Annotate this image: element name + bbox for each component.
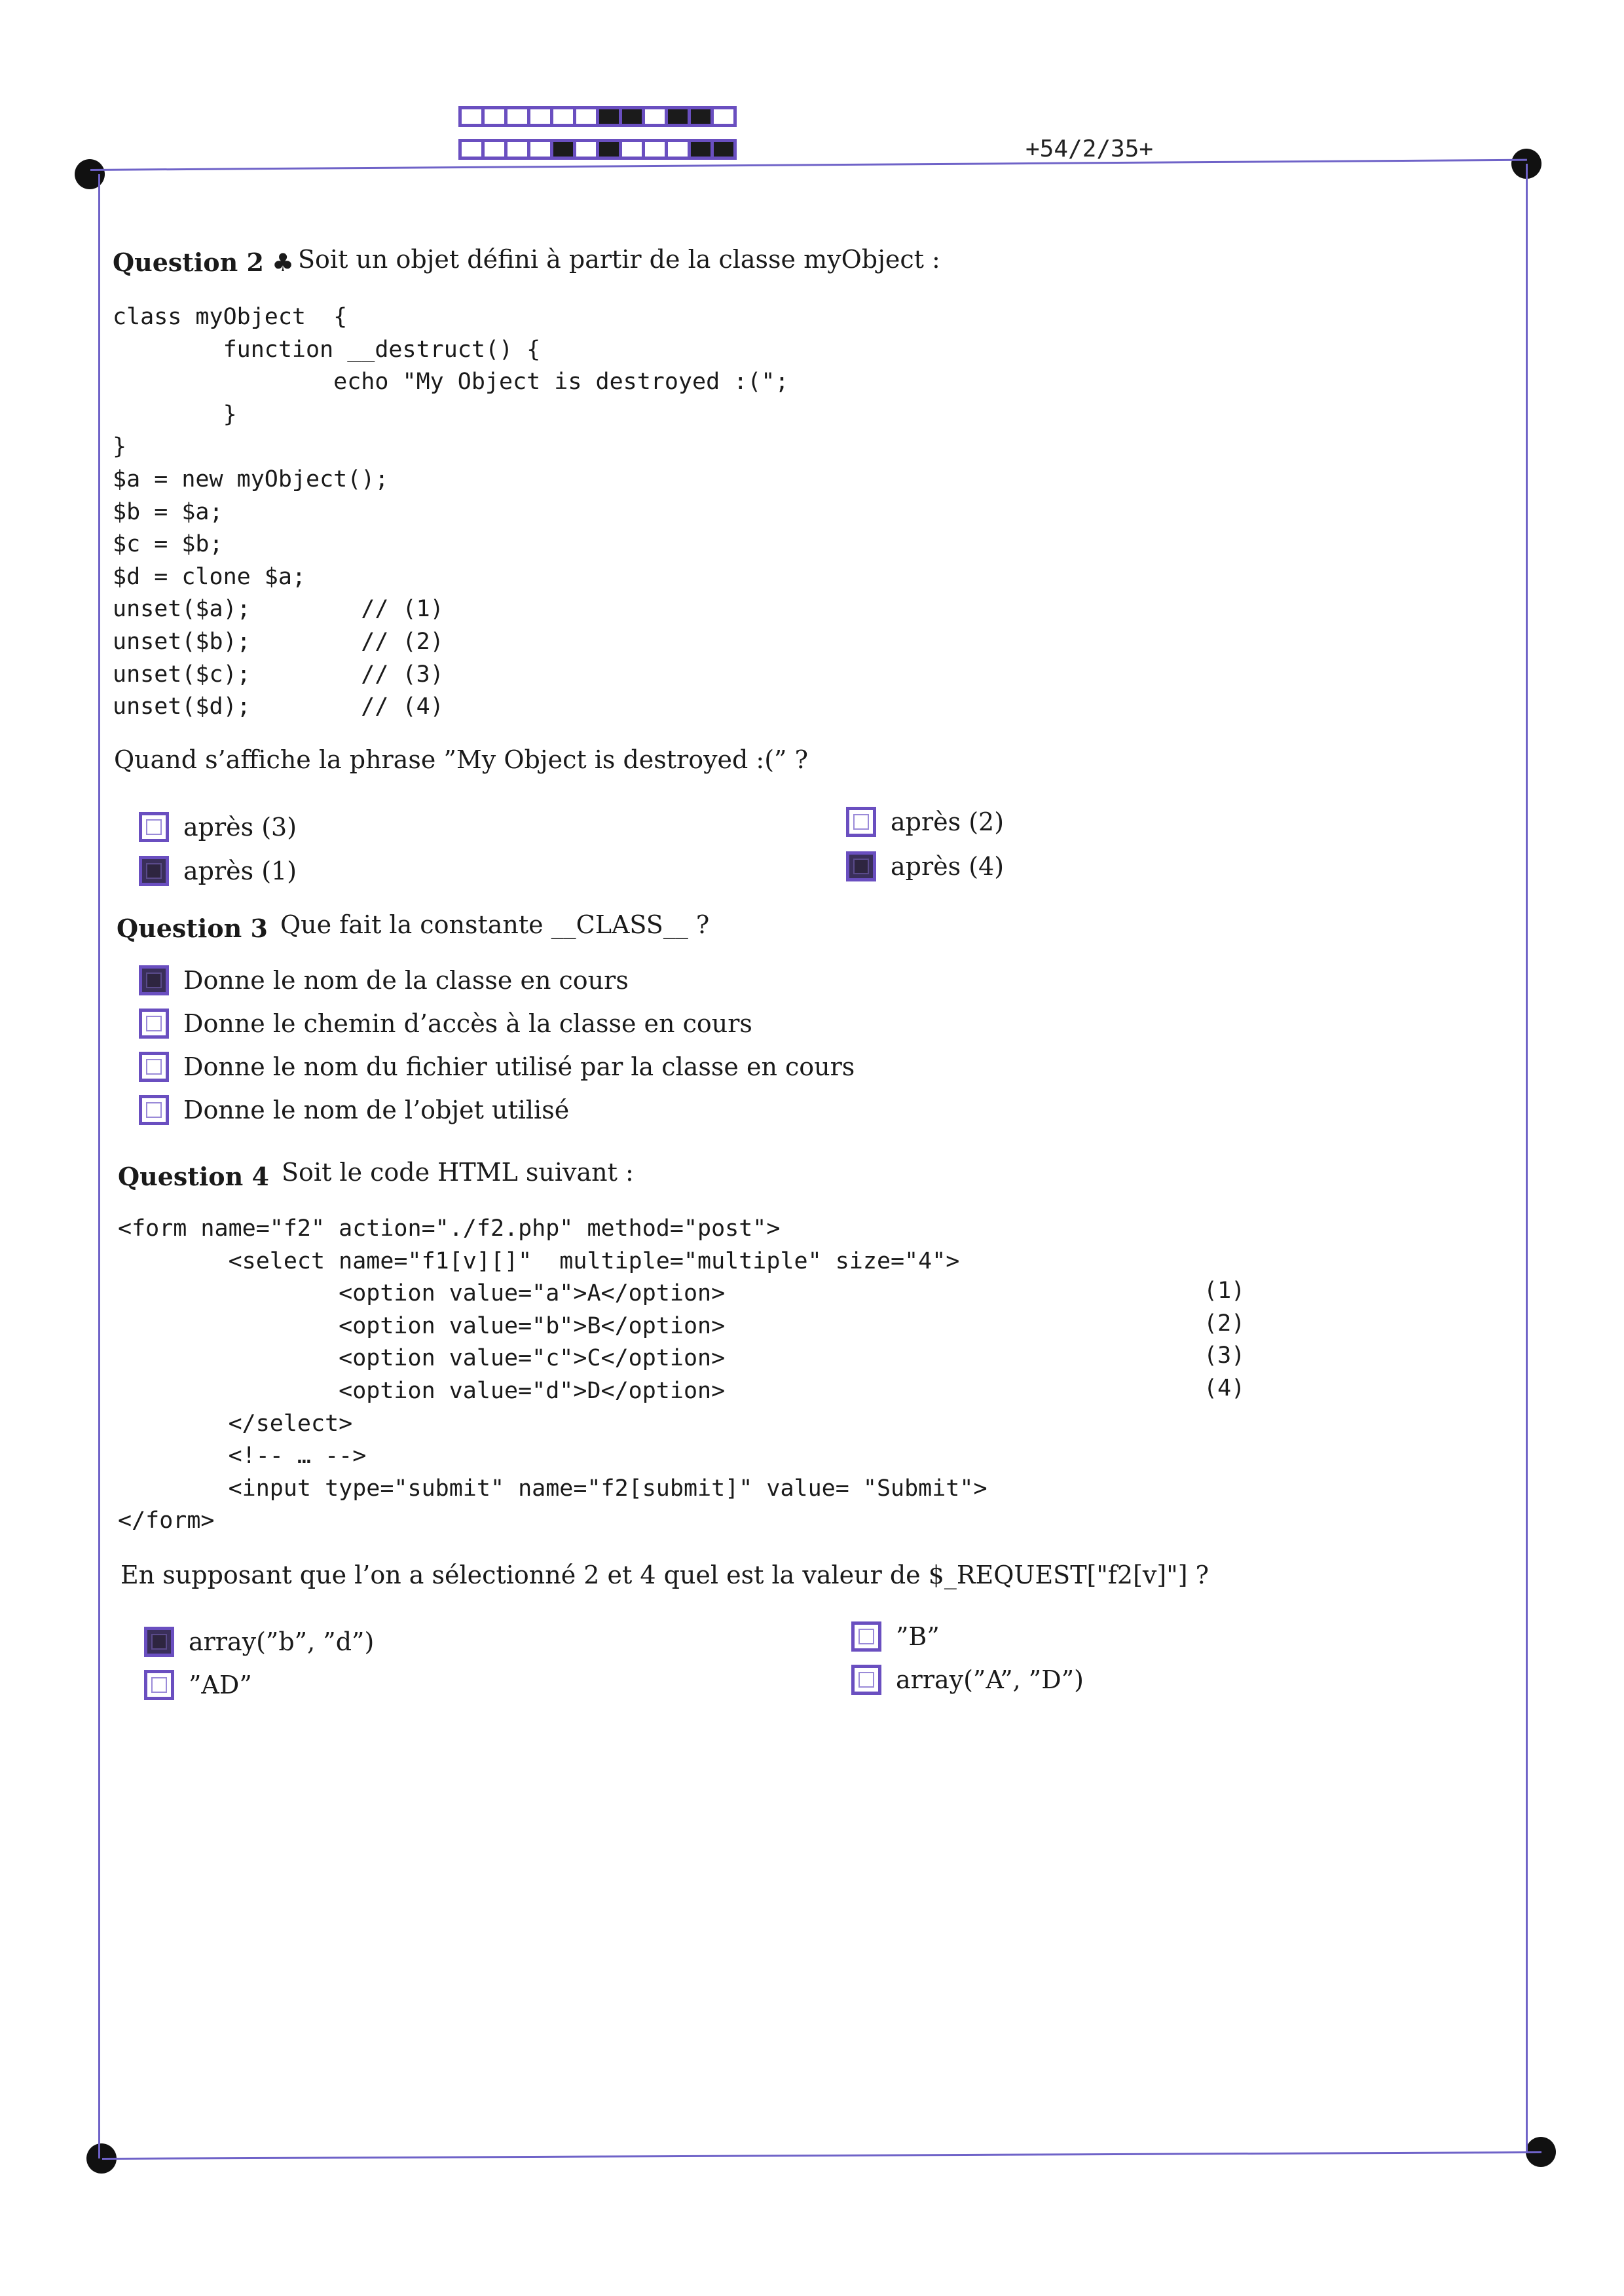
q4-option-2[interactable] bbox=[144, 1670, 252, 1700]
q4-option-3[interactable] bbox=[851, 1621, 940, 1652]
barcode-cell bbox=[550, 106, 576, 127]
page-id: +54/2/35+ bbox=[1025, 136, 1154, 162]
option-label: après (4) bbox=[891, 852, 1005, 881]
question-2-title bbox=[113, 248, 294, 277]
barcode-row-2 bbox=[458, 139, 733, 160]
checkbox[interactable] bbox=[846, 807, 876, 837]
question-3-title bbox=[117, 914, 268, 943]
option-label: array(”b”, ”d”) bbox=[189, 1627, 375, 1656]
q2-option-1[interactable] bbox=[139, 812, 297, 842]
barcode-cell bbox=[596, 139, 622, 160]
checkbox[interactable] bbox=[144, 1670, 174, 1700]
barcode-cell bbox=[481, 139, 507, 160]
question-2-text: Soit un objet défini à partir de la classe myObject : bbox=[298, 245, 940, 274]
question-2-code: class myObject { function __destruct() { echo "My Object is destroyed :("; } } $a = new myObject(); $b = $a; $c = $b; $d = clone $a; unset($a); // (1) unset($b); // (2) unset($c); // (3) unset($d); // (4) bbox=[113, 304, 789, 720]
question-2-label: Question 2 bbox=[113, 248, 264, 277]
option-label: Donne le nom de la classe en cours bbox=[183, 966, 629, 995]
barcode-cell bbox=[688, 139, 714, 160]
barcode-cell bbox=[596, 106, 622, 127]
barcode-row-1 bbox=[458, 106, 733, 127]
barcode-cell bbox=[619, 139, 645, 160]
q3-option-3[interactable] bbox=[139, 1052, 855, 1082]
question-4-title bbox=[118, 1162, 269, 1191]
option-label: ”B” bbox=[896, 1622, 940, 1651]
barcode-cell bbox=[619, 106, 645, 127]
option-label: array(”A”, ”D”) bbox=[896, 1665, 1084, 1694]
barcode-cell bbox=[550, 139, 576, 160]
barcode-cell bbox=[458, 139, 485, 160]
checkbox[interactable] bbox=[139, 812, 169, 842]
option-label: Donne le nom de l’objet utilisé bbox=[183, 1096, 570, 1124]
barcode-cell bbox=[504, 106, 530, 127]
checkbox[interactable] bbox=[846, 851, 876, 881]
option-label: après (3) bbox=[183, 813, 297, 842]
question-4-prompt: En supposant que l’on a sélectionné 2 et 4 quel est la valeur de $_REQUEST["f2[v]"] ? bbox=[120, 1561, 1209, 1589]
q3-option-4[interactable] bbox=[139, 1095, 569, 1125]
option-label: après (1) bbox=[183, 857, 297, 885]
checkbox[interactable] bbox=[139, 1052, 169, 1082]
q2-option-3[interactable] bbox=[846, 807, 1004, 837]
checkbox[interactable] bbox=[851, 1621, 881, 1652]
question-3-text: Que fait la constante __CLASS__ ? bbox=[280, 910, 710, 939]
checkbox[interactable] bbox=[139, 965, 169, 995]
option-label: Donne le chemin d’accès à la classe en cours bbox=[183, 1009, 752, 1038]
barcode-cell bbox=[665, 139, 691, 160]
q4-option-1[interactable] bbox=[144, 1627, 374, 1657]
barcode-cell bbox=[481, 106, 507, 127]
frame-bottom bbox=[102, 2151, 1541, 2160]
question-3-label: Question 3 bbox=[117, 914, 268, 943]
barcode-cell bbox=[665, 106, 691, 127]
q2-option-2[interactable] bbox=[139, 856, 297, 886]
option-label: après (2) bbox=[891, 807, 1005, 836]
checkbox[interactable] bbox=[851, 1665, 881, 1695]
option-label: ”AD” bbox=[189, 1671, 252, 1699]
q3-option-1[interactable] bbox=[139, 965, 629, 995]
question-4-code: <form name="f2" action="./f2.php" method="post"> <select name="f1[v][]" multiple="multiple" size="4"> <option value="a">A</option> <option value="b">B</option> <option value="c">C</option> <option value="d">D</option> </select> <!-- … --> <input type="submit" name="f2[submit]" value= "Submit"> </form> bbox=[118, 1215, 987, 1534]
barcode-cell bbox=[504, 139, 530, 160]
checkbox[interactable] bbox=[144, 1627, 174, 1657]
checkbox[interactable] bbox=[139, 856, 169, 886]
checkbox[interactable] bbox=[139, 1009, 169, 1039]
q2-option-4[interactable] bbox=[846, 851, 1004, 881]
frame-left bbox=[98, 174, 100, 2158]
barcode-cell bbox=[573, 139, 599, 160]
q3-option-2[interactable] bbox=[139, 1009, 752, 1039]
question-2-prompt: Quand s’affiche la phrase ”My Object is destroyed :(” ? bbox=[114, 745, 808, 774]
barcode-cell bbox=[642, 139, 668, 160]
corner-mark-top-left bbox=[75, 159, 105, 189]
option-label: Donne le nom du fichier utilisé par la classe en cours bbox=[183, 1052, 855, 1081]
question-4-line-numbers: (1) (2) (3) (4) bbox=[1204, 1278, 1246, 1401]
question-4-label: Question 4 bbox=[118, 1162, 269, 1191]
barcode-cell bbox=[527, 106, 553, 127]
q4-option-4[interactable] bbox=[851, 1665, 1084, 1695]
barcode-cell bbox=[642, 106, 668, 127]
frame-top bbox=[90, 159, 1527, 171]
barcode-cell bbox=[688, 106, 714, 127]
barcode-cell bbox=[710, 139, 737, 160]
question-4-text: Soit le code HTML suivant : bbox=[282, 1158, 634, 1187]
barcode-cell bbox=[458, 106, 485, 127]
barcode-cell bbox=[573, 106, 599, 127]
club-icon: ♣ bbox=[272, 248, 295, 277]
checkbox[interactable] bbox=[139, 1095, 169, 1125]
barcode-cell bbox=[527, 139, 553, 160]
barcode-cell bbox=[710, 106, 737, 127]
frame-right bbox=[1526, 164, 1528, 2152]
